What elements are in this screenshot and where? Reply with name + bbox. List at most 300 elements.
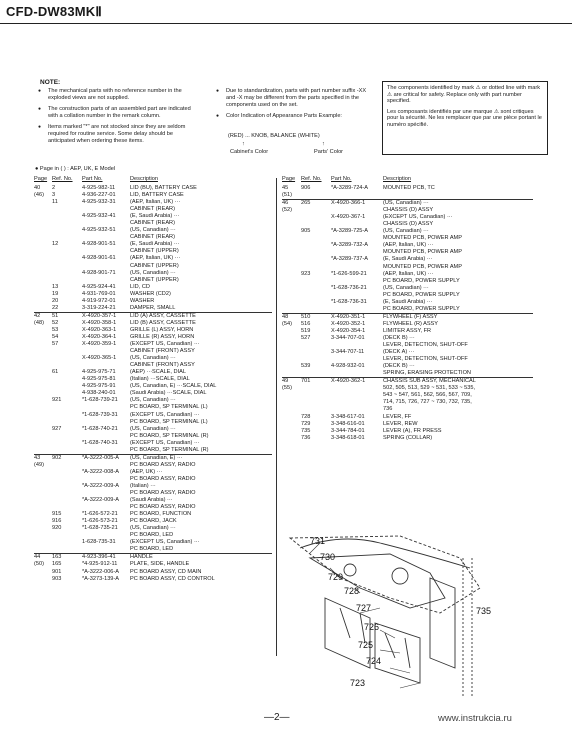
table-row (34, 518, 272, 525)
ref-cell (52, 234, 82, 241)
table-row (34, 483, 272, 490)
ref-cell: 902 (52, 454, 82, 462)
table-row (282, 392, 533, 399)
part-no-cell: *A-3222-005-A (82, 454, 130, 462)
page-cell (282, 242, 301, 249)
page-cell (34, 511, 52, 518)
table-row (34, 576, 272, 583)
ref-cell: 701 (301, 378, 331, 386)
description-cell: PC BOARD, SP TERMINAL (R) (130, 432, 209, 439)
description-cell: PC BOARD, SP TERMINAL (R) (130, 446, 209, 453)
table-row (282, 256, 533, 263)
ref-cell (52, 255, 82, 262)
table-row (34, 334, 272, 341)
table-row (282, 435, 533, 442)
table-row (34, 291, 272, 298)
description-cell: PC BOARD, POWER SUPPLY (383, 291, 460, 298)
part-no-cell: X-4920-363-1 (82, 326, 117, 333)
part-no-cell (82, 447, 130, 455)
table-row (282, 321, 533, 328)
note-item: ● The mechanical parts with no reference number in the exploded views are not supplied. (38, 88, 198, 102)
description-cell: LEVER, REW (383, 420, 418, 427)
table-row (34, 376, 272, 383)
table-row (282, 385, 533, 392)
page-cell (282, 285, 301, 292)
part-no-cell: *1-626-599-21 (331, 270, 367, 277)
col-header-desc: Description (130, 176, 158, 183)
part-no-cell: 4-923-396-41 (82, 554, 130, 562)
page-cell: 44 (34, 554, 52, 562)
ref-cell (52, 362, 82, 369)
page-cell (282, 235, 301, 242)
description-cell: (US, Canadian) ··· (130, 227, 176, 234)
ref-cell (52, 213, 82, 220)
ref-cell (52, 546, 82, 554)
ref-cell: 527 (301, 334, 311, 341)
mechanism-outline (290, 536, 480, 613)
page-cell: (50) (34, 561, 44, 568)
page-cell (34, 291, 52, 298)
label-727: 727 (356, 603, 372, 613)
label-728: 728 (344, 586, 360, 596)
description-cell: MOUNTED PCB, POWER AMP (383, 249, 462, 256)
description-cell: PC BOARD, JACK (130, 518, 177, 525)
page-cell (34, 270, 52, 277)
header-rule (0, 23, 572, 24)
table-row (34, 298, 272, 305)
ref-cell (301, 192, 331, 200)
table-row (34, 263, 272, 270)
page-cell (34, 248, 52, 255)
ref-cell (52, 483, 82, 490)
description-cell: (AEP) ···SCALE, DIAL (130, 369, 186, 376)
table-row (34, 462, 272, 469)
table-row (34, 369, 272, 376)
part-no-cell: 4-925-932-51 (82, 227, 116, 234)
part-no-cell (82, 404, 130, 411)
table-row (282, 406, 533, 413)
description-cell: FLYWHEEL (F) ASSY (383, 313, 533, 321)
table-row (34, 390, 272, 397)
table-row (34, 348, 272, 355)
description-cell: LIMITER ASSY, FR (383, 327, 432, 334)
page-cell (34, 397, 52, 404)
description-cell: DAMPER, SMALL (130, 304, 176, 311)
table-row (34, 206, 272, 213)
part-no-cell (82, 504, 130, 511)
part-no-cell: 4-925-932-31 (82, 199, 116, 206)
page-cell: (46) (34, 192, 44, 199)
table-row (34, 362, 272, 369)
table-row (34, 569, 272, 576)
part-no-cell (331, 392, 383, 399)
page-number: —2— (264, 712, 290, 723)
ref-cell (301, 221, 331, 228)
label-735: 735 (476, 606, 492, 616)
description-cell: (EXCEPT US, Canadian) ··· (130, 439, 200, 446)
part-no-cell: 4-936-227-01 (82, 192, 116, 199)
ref-cell: 53 (52, 326, 59, 333)
part-no-cell (82, 476, 130, 483)
description-cell: PC BOARD, POWER SUPPLY (383, 277, 460, 284)
page-cell: 43 (34, 454, 52, 462)
page-cell (34, 341, 52, 348)
table-row (282, 228, 533, 235)
description-cell: (US, Canadian, E) ···SCALE, DIAL (130, 383, 217, 390)
table-row (282, 349, 533, 356)
description-cell: (Italian) ··· (130, 482, 156, 489)
description-cell: (Saudi Arabia) ··· (130, 497, 173, 504)
safety-notice-box (382, 81, 548, 155)
description-cell: (EXCEPT US, Canadian) ··· (130, 539, 200, 546)
table-row (34, 234, 272, 241)
part-no-cell: *1-628-739-21 (82, 397, 118, 404)
ref-cell (52, 277, 82, 284)
description-cell: 714, 715, 726, 727 ~ 730, 732, 735, (383, 399, 472, 406)
page-cell (34, 227, 52, 234)
page-cell (282, 221, 301, 228)
page-cell (34, 440, 52, 447)
ref-cell (52, 263, 82, 270)
description-cell: LEVER (A), FR PRESS (383, 427, 442, 434)
description-cell: CABINET (UPPER) (130, 262, 179, 269)
ref-cell: 61 (52, 369, 59, 376)
part-no-cell: 4-928-901-51 (82, 241, 116, 248)
part-no-cell: 4-928-901-61 (82, 255, 116, 262)
part-no-cell (331, 385, 383, 392)
ref-cell (52, 469, 82, 476)
page-cell (282, 363, 301, 370)
part-no-cell (331, 399, 383, 406)
table-row (282, 363, 533, 370)
parts-table-left (34, 176, 272, 583)
ref-cell (301, 235, 331, 242)
part-no-cell: 4-928-901-71 (82, 269, 116, 276)
ref-cell (52, 248, 82, 255)
table-row (282, 399, 533, 406)
page-cell (282, 271, 301, 278)
description-cell: PC BOARD, SP TERMINAL (L) (130, 404, 208, 411)
description-cell: SPRING, ERASING PROTECTION (383, 370, 471, 377)
description-cell: CABINET (FRONT) ASSY (130, 362, 195, 369)
page-cell (282, 306, 301, 313)
page-cell: (48) (34, 319, 44, 326)
page-cell (282, 249, 301, 256)
description-cell: LID (BU), BATTERY CASE (130, 185, 197, 191)
page-cell (282, 278, 301, 285)
ref-cell: 52 (52, 319, 59, 326)
page-cell (34, 525, 52, 532)
ref-cell (52, 462, 82, 469)
part-no-cell (331, 370, 383, 378)
page-cell (282, 342, 301, 349)
ref-cell (52, 476, 82, 483)
ref-cell (301, 385, 331, 392)
part-no-cell: *A-3289-724-A (331, 185, 369, 191)
part-no-cell: X-4920-359-1 (82, 341, 117, 348)
part-no-cell: 4-925-924-41 (82, 283, 116, 290)
table-row (34, 525, 272, 532)
page-cell (282, 406, 301, 413)
page-cell (282, 435, 301, 442)
ref-cell: 22 (52, 304, 59, 311)
table-row (282, 421, 533, 428)
page-cell (34, 490, 52, 497)
description-cell: SPRING (COLLAR) (383, 434, 433, 441)
part-no-cell (82, 362, 130, 369)
ref-cell (52, 404, 82, 411)
part-no-cell: 3-348-618-01 (331, 434, 365, 441)
description-cell (383, 192, 533, 200)
page-info: ● Page in ( ) : AEP, UK, E Model (35, 166, 116, 172)
ref-cell (301, 370, 331, 378)
table-row (34, 561, 272, 568)
page-cell: (49) (34, 461, 44, 468)
ref-cell (52, 376, 82, 383)
page-cell (34, 284, 52, 291)
page-cell: (55) (282, 385, 292, 392)
page-cell (34, 334, 52, 341)
description-cell: LID (B) ASSY, CASSETTE (130, 319, 196, 326)
page-cell (34, 469, 52, 476)
part-no-cell: 4-931-769-01 (82, 290, 116, 297)
part-no-cell: *A-3222-009-A (82, 497, 120, 504)
table-row (282, 185, 533, 192)
col-header-part: Part No. (82, 176, 103, 183)
page-title: CFD-DW83MKⅡ (6, 4, 102, 19)
description-cell: PC BOARD, POWER SUPPLY (383, 305, 460, 312)
part-no-cell (331, 264, 383, 271)
table-row (282, 242, 533, 249)
col-header-desc: Description (383, 176, 411, 183)
ref-cell: 736 (301, 434, 311, 441)
description-cell: PC BOARD, FUNCTION (130, 511, 192, 518)
arrow-up-icon: ↑ (242, 141, 245, 147)
description-cell: (Saudi Arabia) ···SCALE, DIAL (130, 390, 207, 397)
part-no-cell (331, 356, 383, 363)
page-cell (34, 404, 52, 411)
page-cell (34, 504, 52, 511)
table-row (282, 207, 533, 214)
side-plate (430, 578, 455, 668)
table-row (34, 412, 272, 419)
description-cell: (E, Saudi Arabia) ··· (130, 213, 180, 220)
ref-cell (52, 447, 82, 455)
table-row (282, 292, 533, 299)
part-no-cell: 4-925-932-41 (82, 213, 116, 220)
part-no-cell (82, 234, 130, 241)
page-cell (34, 497, 52, 504)
note-item: ● Items marked "*" are not stocked since they are seldom required for routine service. Some delay should be anticipated when ordering these items. (38, 124, 198, 145)
part-no-cell (82, 248, 130, 255)
lever-block (375, 623, 420, 683)
ref-cell: 20 (52, 297, 59, 304)
page-cell (34, 412, 52, 419)
page-cell (34, 390, 52, 397)
part-no-cell: *A-3289-737-A (331, 256, 369, 263)
page-cell (34, 206, 52, 213)
page-cell (34, 234, 52, 241)
part-no-cell (331, 207, 383, 214)
ref-cell: 905 (301, 228, 311, 235)
description-cell: PLATE, SIDE, HANDLE (130, 561, 190, 568)
part-no-cell: 1-628-735-31 (82, 539, 116, 546)
ref-cell: 510 (301, 313, 331, 321)
table-row (34, 312, 272, 320)
description-cell: (US, Canadian) ··· (130, 525, 176, 532)
part-no-cell: *A-3289-725-A (331, 228, 369, 235)
page-cell (34, 263, 52, 270)
table-row (34, 454, 272, 462)
table-row (34, 248, 272, 255)
page-cell (34, 569, 52, 576)
part-no-cell (82, 348, 130, 355)
description-cell: 502, 505, 513, 529 ~ 531, 533 ~ 535, (383, 385, 476, 392)
table-row (34, 511, 272, 518)
page-cell (34, 447, 52, 455)
table-row (34, 554, 272, 562)
part-no-cell: *1-628-740-21 (82, 425, 118, 432)
ref-cell (301, 349, 331, 356)
description-cell: HANDLE (130, 554, 272, 562)
ref-cell (301, 392, 331, 399)
description-cell: WASHER (130, 297, 155, 304)
ref-cell: 519 (301, 327, 311, 334)
ref-cell (301, 356, 331, 363)
description-cell: CABINET (UPPER) (130, 276, 179, 283)
table-row (34, 355, 272, 362)
table-row (282, 249, 533, 256)
pulley (344, 564, 356, 576)
description-cell: 736 (383, 406, 393, 413)
ref-cell: 19 (52, 290, 59, 297)
description-cell: (US, Canadian) ··· (383, 228, 429, 235)
description-cell: (DECK B) ··· (383, 363, 415, 370)
ref-cell (301, 306, 331, 313)
ref-cell (52, 206, 82, 213)
ref-cell: 516 (301, 320, 311, 327)
col-header-part: Part No. (331, 176, 352, 183)
col-header-page: Page (34, 176, 48, 183)
part-no-cell: *1-626-572-21 (82, 511, 118, 518)
table-row (34, 305, 272, 313)
part-no-cell (82, 220, 130, 227)
label-723: 723 (350, 678, 366, 688)
table-row (34, 192, 272, 199)
watermark-link[interactable]: www.instrukcia.ru (438, 713, 512, 724)
description-cell: (US, Canadian, E) ··· (130, 454, 272, 462)
description-cell: WASHER (CD2) (130, 290, 171, 297)
description-cell: (DECK B) ··· (383, 334, 415, 341)
table-row (34, 490, 272, 497)
ref-cell: 163 (52, 554, 82, 562)
ref-cell (52, 348, 82, 355)
table-row (34, 227, 272, 234)
table-row (34, 532, 272, 539)
page-cell (282, 292, 301, 299)
exploded-view-diagram (280, 518, 502, 698)
ref-cell: 920 (52, 525, 62, 532)
table-row (34, 440, 272, 447)
part-no-cell: *1-628-736-21 (331, 284, 367, 291)
part-no-cell: X-4920-354-1 (331, 327, 366, 334)
page-cell: 40 (34, 185, 41, 191)
ref-cell: 915 (52, 511, 62, 518)
part-no-cell: 4-938-240-01 (82, 390, 116, 397)
page-cell (282, 421, 301, 428)
description-cell: LID, CD (130, 283, 150, 290)
description-cell: LID (A) ASSY, CASSETTE (130, 312, 272, 320)
table-row (282, 278, 533, 285)
description-cell: CABINET (REAR) (130, 220, 175, 227)
page-cell (34, 376, 52, 383)
page-cell (34, 277, 52, 284)
col-header-ref: Ref. No. (52, 176, 73, 183)
description-cell: (E, Saudi Arabia) ··· (130, 241, 180, 248)
part-no-cell: *1-628-736-31 (331, 298, 367, 305)
part-no-cell (82, 490, 130, 497)
description-cell: CABINET (UPPER) (130, 248, 179, 255)
ref-cell: 923 (301, 270, 311, 277)
page-cell (34, 532, 52, 539)
page-cell (282, 264, 301, 271)
table-row (282, 200, 533, 208)
ref-cell: 265 (301, 200, 331, 208)
page-cell (282, 256, 301, 263)
safety-notice-en: The components identified by mark ⚠ or dotted line with mark ⚠ are critical for safety. Replace only with part number specified. (387, 85, 541, 105)
ref-cell (52, 504, 82, 511)
page-cell: 48 (282, 313, 301, 321)
page-cell (34, 426, 52, 433)
ref-cell: 735 (301, 427, 311, 434)
label-730: 730 (320, 552, 336, 562)
ref-cell: 165 (52, 561, 62, 568)
ref-cell (52, 497, 82, 504)
table-row (282, 192, 533, 200)
table-row (282, 328, 533, 335)
part-no-cell: 4-925-975-81 (82, 376, 116, 383)
ref-cell (301, 207, 331, 214)
note-item: ● Due to standardization, parts with part number suffix -XX and -X may be different from the parts specified in the components used on the set. (216, 88, 368, 109)
ref-cell (301, 406, 331, 413)
description-cell: LID, BATTERY CASE (130, 192, 184, 199)
page-cell: (54) (282, 320, 292, 327)
part-no-cell: *1-628-739-31 (82, 411, 118, 418)
cabinet-color-label: Cabinet's Color (230, 149, 269, 155)
ref-cell: 12 (52, 241, 59, 248)
ref-cell: 927 (52, 425, 62, 432)
ref-cell (301, 249, 331, 256)
description-cell: (AEP, Italian, UK) ··· (130, 255, 181, 262)
page-cell (34, 255, 52, 262)
ref-cell (52, 419, 82, 426)
column-divider (276, 178, 277, 656)
ref-cell (52, 532, 82, 539)
description-cell: PC BOARD, LED (130, 532, 174, 539)
table-row (34, 383, 272, 390)
description-cell: (US, Canadian) ··· (130, 355, 176, 362)
page-cell (34, 383, 52, 390)
part-no-cell: *4-925-912-11 (82, 561, 118, 568)
description-cell: LEVER, DETECTION, SHUT-OFF (383, 342, 468, 349)
ref-cell (301, 278, 331, 285)
table-row (282, 313, 533, 321)
part-no-cell: X-4920-364-1 (82, 333, 117, 340)
description-cell: (E, Saudi Arabia) ··· (383, 298, 433, 305)
description-cell: CHASSIS (D) ASSY (383, 207, 434, 214)
description-cell: GRILLE (R) ASSY, HORN (130, 333, 195, 340)
label-725: 725 (358, 640, 374, 650)
